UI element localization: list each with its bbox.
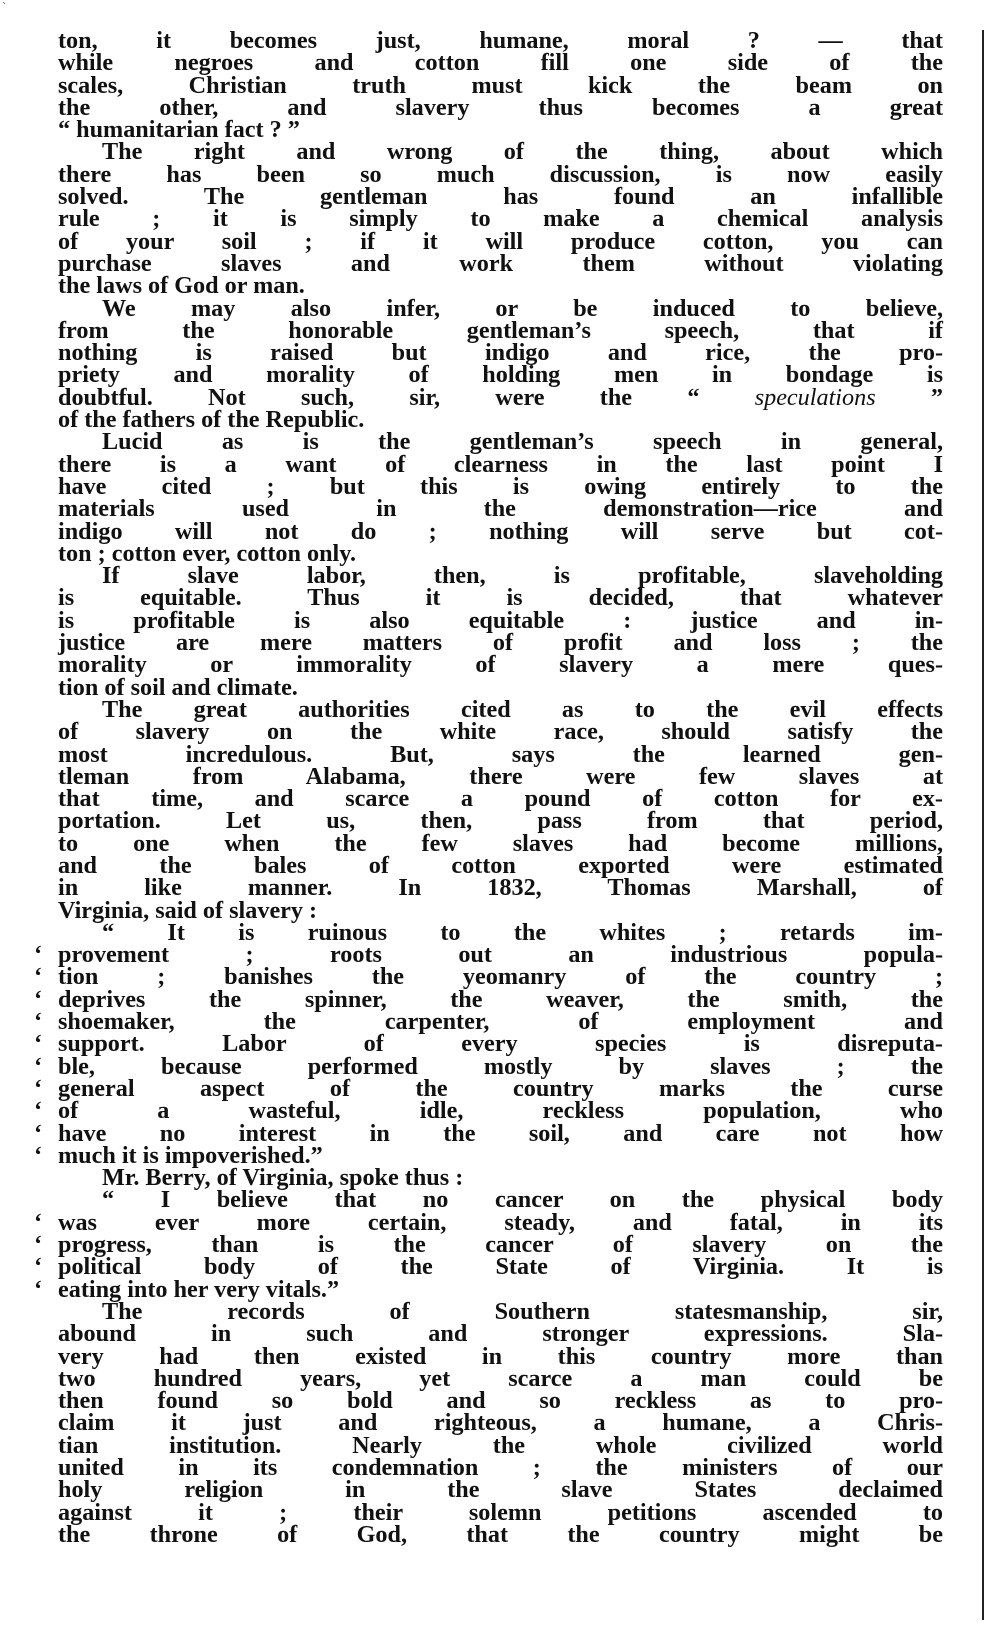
line-text: The great authorities cited as to the evil effects xyxy=(102,695,943,723)
quote-mark: ‘ xyxy=(34,1275,43,1303)
line-text: the laws of God or man. xyxy=(58,272,305,300)
line-text: ton, it becomes just, humane, moral ? — that xyxy=(58,27,943,54)
line-text: support. Labor of every species is disreputa- xyxy=(58,1030,943,1058)
line-text: holy religion in the slave States declaimed xyxy=(58,1476,943,1504)
line-text: of slavery on the white race, should satisfy the xyxy=(58,718,943,746)
line-text: We may also infer, or be induced to believe, xyxy=(102,294,943,322)
line-text: shoemaker, the carpenter, of employment and xyxy=(58,1008,943,1036)
line-text: while negroes and cotton fill one side of the xyxy=(58,49,943,77)
line-text: of your soil ; if it will produce cotton, you can xyxy=(58,227,943,255)
line-text: If slave labor, then, is profitable, slaveholding xyxy=(102,562,943,590)
line-text: Mr. Berry, of Virginia, spoke thus : xyxy=(102,1164,464,1192)
line-text: materials used in the demonstration—rice and xyxy=(58,495,943,523)
line-text: against it ; their solemn petitions ascended to xyxy=(58,1498,943,1526)
quote-mark: ‘ xyxy=(34,1052,43,1080)
line-text: provement ; roots out an industrious popula- xyxy=(58,941,943,969)
quote-mark: ‘ xyxy=(34,1231,43,1259)
line-text: very had then existed in this country more than xyxy=(58,1342,943,1370)
line-text: justice are mere matters of profit and loss ; the xyxy=(58,629,943,657)
line-text: is equitable. Thus it is decided, that whatever xyxy=(58,584,943,612)
quote-mark: ‘ xyxy=(34,1074,43,1102)
line-text: deprives the spinner, the weaver, the smith, the xyxy=(58,985,943,1013)
line-text: The right and wrong of the thing, about which xyxy=(102,138,943,166)
line-text: nothing is raised but indigo and rice, the pro- xyxy=(58,339,943,367)
line-text: from the honorable gentleman’s speech, that if xyxy=(58,316,943,344)
line-text: was ever more certain, steady, and fatal, in its xyxy=(58,1208,943,1236)
line-text: ble, because performed mostly by slaves ; the xyxy=(58,1052,943,1080)
line-text: of the fathers of the Republic. xyxy=(58,406,365,434)
document-page xyxy=(34,27,943,1620)
line-text: two hundred years, yet scarce a man could be xyxy=(58,1364,943,1392)
line-text: “ humanitarian fact ? ” xyxy=(58,116,300,144)
line-text: the throne of God, that the country might be xyxy=(58,1520,943,1548)
line-text: is profitable is also equitable : justice and in- xyxy=(58,606,943,634)
line-text: abound in such and stronger expressions. Sla- xyxy=(58,1320,943,1348)
line-text: rule ; it is simply to make a chemical analysis xyxy=(58,205,943,233)
line-text: tion ; banishes the yeomanry of the country ; xyxy=(58,963,943,991)
line-text: scales, Christian truth must kick the beam on xyxy=(58,71,943,99)
line-text: tleman from Alabama, there were few slaves at xyxy=(58,762,943,790)
line-text: of a wasteful, idle, reckless population, who xyxy=(58,1097,943,1125)
line-text: portation. Let us, then, pass from that period, xyxy=(58,807,943,835)
line-text: to one when the few slaves had become millions, xyxy=(58,829,943,857)
line-text: morality or immorality of slavery a mere ques- xyxy=(58,651,943,679)
quote-mark: ‘ xyxy=(34,1119,43,1147)
line-text: priety and morality of holding men in bondage is xyxy=(58,361,943,389)
text-line xyxy=(58,1520,943,1548)
line-text: that time, and scarce a pound of cotton for ex- xyxy=(58,785,943,813)
line-text: “ I believe that no cancer on the physical body xyxy=(102,1186,943,1214)
line-text: “ It is ruinous to the whites ; retards im- xyxy=(102,918,943,946)
quote-mark: ‘ xyxy=(34,1253,43,1281)
line-text: the other, and slavery thus becomes a great xyxy=(58,93,943,121)
line-text: solved. The gentleman has found an infallible xyxy=(58,183,943,211)
line-text: purchase slaves and work them without violating xyxy=(58,249,943,277)
line-text: Virginia, said of slavery : xyxy=(58,896,318,924)
corner-mark: ` xyxy=(2,2,7,13)
line-text: in like manner. In 1832, Thomas Marshall, of xyxy=(58,874,943,902)
line-text: doubtful. Not such, sir, were the “ speculations ” xyxy=(58,383,943,411)
quote-mark: ‘ xyxy=(34,1141,43,1169)
line-text: have no interest in the soil, and care not how xyxy=(58,1119,943,1147)
line-text: united in its condemnation ; the ministers of our xyxy=(58,1454,943,1481)
quote-mark: ‘ xyxy=(34,1208,43,1236)
line-text: there has been so much discussion, is now easily xyxy=(58,160,943,188)
line-text: much it is impoverished.” xyxy=(58,1141,323,1169)
line-text: tion of soil and climate. xyxy=(58,673,298,701)
line-text: The records of Southern statesmanship, sir, xyxy=(102,1297,943,1325)
line-text: ton ; cotton ever, cotton only. xyxy=(58,539,357,567)
line-text: indigo will not do ; nothing will serve but cot- xyxy=(58,517,943,545)
line-text: Lucid as is the gentleman’s speech in general, xyxy=(102,428,943,456)
quote-mark: ‘ xyxy=(34,1097,43,1125)
line-text: most incredulous. But, says the learned gen- xyxy=(58,740,943,768)
quote-mark: ‘ xyxy=(34,1030,43,1058)
quote-mark: ‘ xyxy=(34,941,43,969)
line-text: there is a want of clearness in the last point I xyxy=(58,450,943,478)
line-text: and the bales of cotton exported were estimated xyxy=(58,851,943,879)
line-text: then found so bold and so reckless as to pro- xyxy=(58,1387,943,1415)
line-text: have cited ; but this is owing entirely to the xyxy=(58,472,943,500)
quote-mark: ‘ xyxy=(34,1008,43,1036)
line-text: general aspect of the country marks the curse xyxy=(58,1074,943,1102)
line-text: claim it just and righteous, a humane, a Chris- xyxy=(58,1409,943,1437)
column-rule xyxy=(982,30,984,1620)
line-text: political body of the State of Virginia. It is xyxy=(58,1253,943,1281)
text-column xyxy=(34,27,943,1548)
line-text: eating into her very vitals.” xyxy=(58,1275,340,1303)
quote-mark: ‘ xyxy=(34,963,43,991)
line-text: progress, than is the cancer of slavery on the xyxy=(58,1231,943,1259)
quote-mark: ‘ xyxy=(34,985,43,1013)
line-text: tian institution. Nearly the whole civilized world xyxy=(58,1431,943,1459)
